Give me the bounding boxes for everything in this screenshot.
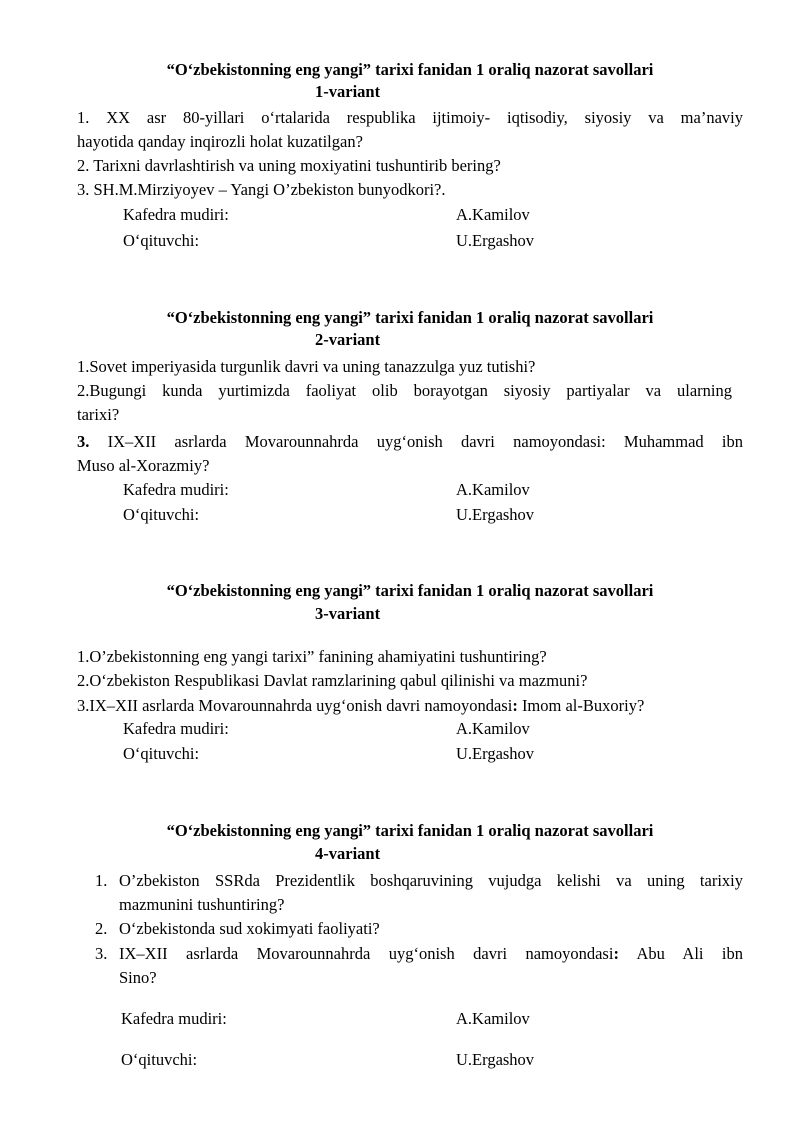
teacher-role: O‘qituvchi: [123,231,200,250]
head-name: A.Kamilov [456,205,530,224]
v3-question-3-text: 3.IX–XII asrlarda Movarounnahrda uyg‘onish davri namoyondasi [77,696,513,715]
v4-question-3-answer: Abu Ali ibn [618,944,743,963]
variant-label-3: 3-variant [315,604,381,623]
v2-question-3-line-2: Muso al-Xorazmiy? [77,456,210,475]
v2-question-2-line-2: tarixi? [77,405,120,424]
v3-question-3 [77,694,743,718]
v4-question-1-number: 1. [95,871,108,890]
variant-label-4: 4-variant [315,844,381,863]
teacher-name: U.Ergashov [456,231,535,250]
v4-question-3-line-1 [119,942,743,966]
head-name: A.Kamilov [456,719,530,738]
teacher-name: U.Ergashov [456,505,535,524]
v4-signature-teacher [121,1050,681,1074]
teacher-name: U.Ergashov [456,1050,535,1069]
v4-question-3-text: IX–XII asrlarda Movarounnahrda uyg‘onish davri namoyondasi [119,944,614,963]
v1-question-1-line-1: 1. XX asr 80-yillari o‘rtalarida respublika ijtimoiy- iqtisodiy, siyosiy va ma’naviy [77,108,743,127]
v3-signature-head [123,719,683,743]
variant-label-1: 1-variant [315,82,381,101]
v4-question-2-text: O‘zbekistonda sud xokimyati faoliyati? [119,919,380,938]
head-name: A.Kamilov [456,480,530,499]
v1-question-2: 2. Tarixni davrlashtirish va uning moxiyatini tushuntirib bering? [77,156,501,175]
v1-question-3: 3. SH.M.Mirziyoyev – Yangi O’zbekiston bunyodkori?. [77,180,446,199]
teacher-role: O‘qituvchi: [123,744,200,763]
section-title-2: “O‘zbekistonning eng yangi” tarixi fanidan 1 oraliq nazorat savollari [166,308,654,327]
v4-question-1 [95,869,743,917]
head-name: A.Kamilov [456,1009,530,1028]
v4-question-3-line-2: Sino? [119,968,157,987]
head-role: Kafedra mudiri: [123,205,229,224]
v3-question-3-answer: Imom al-Buxoriy? [517,696,645,715]
v3-signature-teacher [123,744,683,768]
v3-question-1: 1.O’zbekistonning eng yangi tarixi” fanining ahamiyatini tushuntiring? [77,647,547,666]
v2-question-1: 1.Sovet imperiyasida turgunlik davri va uning tanazzulga yuz tutishi? [77,357,536,376]
v4-question-2-number: 2. [95,919,108,938]
v2-question-3-line-1 [77,430,743,454]
v3-question-2: 2.O‘zbekiston Respublikasi Davlat ramzlarining qabul qilinishi va mazmuni? [77,671,588,690]
v4-question-3 [95,942,743,990]
v4-question-3-colon: : [613,944,619,963]
variant-label-2: 2-variant [315,330,381,349]
teacher-role: O‘qituvchi: [123,505,200,524]
teacher-name: U.Ergashov [456,744,535,763]
v4-question-1-line-2: mazmunini tushuntiring? [119,895,285,914]
section-title-1: “O‘zbekistonning eng yangi” tarixi fanidan 1 oraliq nazorat savollari [166,60,654,79]
v3-question-3-colon: : [512,696,518,715]
v4-signature-head [121,1009,681,1033]
head-role: Kafedra mudiri: [121,1009,227,1028]
head-role: Kafedra mudiri: [123,719,229,738]
v2-question-3-number: 3. [77,432,90,451]
v1-question-1-line-2: hayotida qanday inqirozli holat kuzatilgan? [77,132,363,151]
v4-question-3-number: 3. [95,944,108,963]
v1-signature-teacher [123,231,683,255]
v2-signature-head [123,480,683,504]
section-title-3: “O‘zbekistonning eng yangi” tarixi fanidan 1 oraliq nazorat savollari [166,581,654,600]
section-title-4: “O‘zbekistonning eng yangi” tarixi fanidan 1 oraliq nazorat savollari [166,821,654,840]
v2-question-2-line-1: 2.Bugungi kunda yurtimizda faoliyat olib borayotgan siyosiy partiyalar va ularning [77,381,732,400]
v4-question-2 [95,917,743,941]
v2-signature-teacher [123,505,683,529]
v4-question-1-line-1: O’zbekiston SSRda Prezidentlik boshqaruvining vujudga kelishi va uning tarixiy [119,871,743,890]
teacher-role: O‘qituvchi: [121,1050,198,1069]
v2-question-3-text: IX–XII asrlarda Movarounnahrda uyg‘onish davri namoyondasi: Muhammad ibn [89,432,743,451]
v1-signature-head [123,205,683,229]
head-role: Kafedra mudiri: [123,480,229,499]
